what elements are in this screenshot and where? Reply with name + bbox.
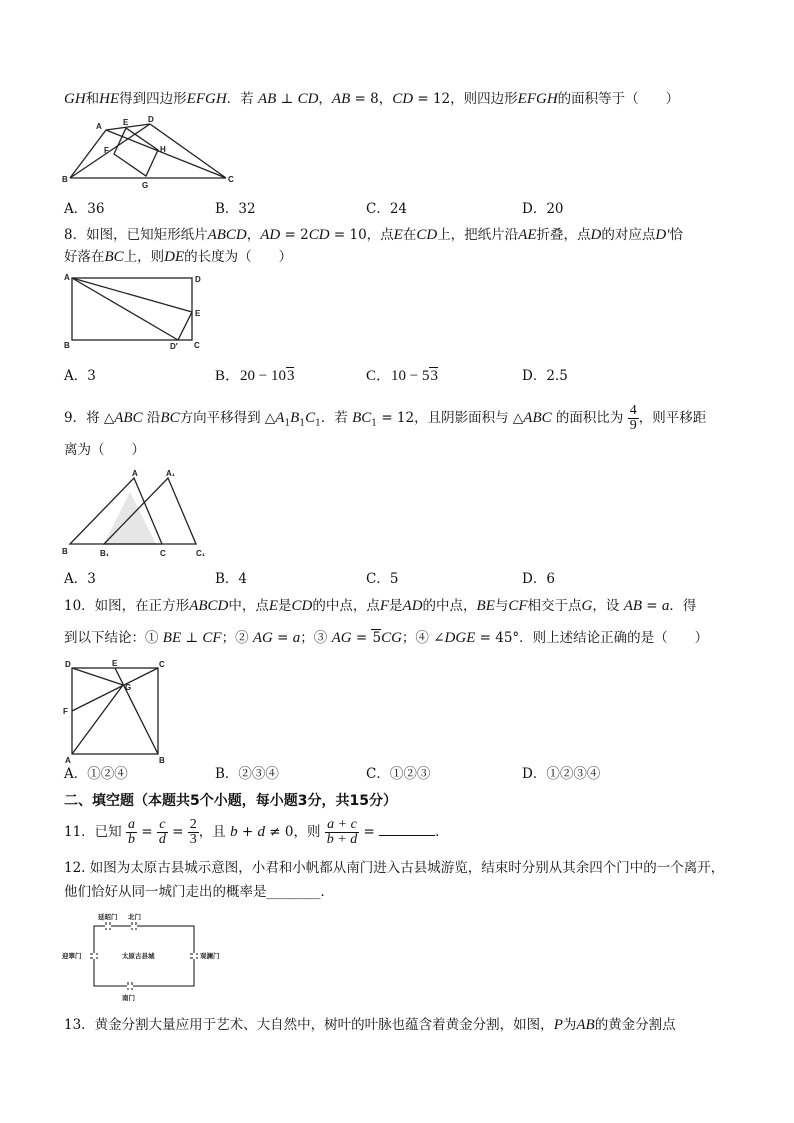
q10-label-E: E — [112, 659, 118, 668]
q8-option-d[interactable]: D．2.5 — [522, 368, 568, 384]
q10-label-F: F — [63, 707, 68, 716]
q10-label-G: G — [125, 683, 132, 692]
q7-label-A: A — [96, 122, 102, 131]
q10-option-a[interactable]: A．①②④ — [64, 766, 128, 782]
q8-label-C: C — [194, 341, 200, 350]
q7-label-D: D — [148, 115, 154, 124]
q10-stem-line1: 10．如图，在正方形ABCD中，点E是CD的中点，点F是AD的中点，BE与CF相交于点G，设 AB = a．得 — [64, 598, 697, 614]
q9-ratio-fraction: $\frac{4}{9}$ — [629, 403, 637, 433]
q8-label-E: E — [195, 309, 201, 318]
q7-option-d[interactable]: D．20 — [522, 201, 564, 217]
q10-figure — [62, 660, 170, 764]
q9-option-a[interactable]: A．3 — [64, 571, 96, 587]
q12-city-map — [60, 910, 220, 1002]
q7-label-C: C — [228, 175, 234, 184]
q10-option-d[interactable]: D．①②③④ — [522, 766, 601, 782]
q7-label-G: G — [142, 181, 149, 190]
section-title-fill-in: 二、填空题（本题共5个小题，每小题3分，共15分） — [64, 793, 397, 809]
gate-guanlan-label: 观澜门 — [200, 953, 220, 960]
q8-stem-line2: 好落在BC上，则DE的长度为（ ） — [64, 249, 293, 265]
q8-stem-line1: 8．如图，已知矩形纸片ABCD，AD = 2CD = 10，点E在CD上，把纸片沿AE折叠，点D的对应点D′恰 — [64, 227, 683, 243]
q8-label-D-prime: D′ — [170, 342, 178, 351]
q11-fraction-sum: $\frac{a + c}{b + d}$ — [326, 817, 358, 847]
q8-option-a[interactable]: A．3 — [64, 368, 96, 384]
q10-stem-line2: 到以下结论：① BE ⊥ CF；② AG = a；③ AG = 5CG；④ ∠DGE = 45°．则上述结论正确的是（ ） — [64, 630, 709, 646]
q9-stem-line1: 9．将 △ABC 沿BC方向平移得到 $\triangle A_1B_1C_1$．若 $BC_1 = 12$，且阴影面积与 △ABC 的面积比为 $\frac{4}{9}$ ，则平移距 — [64, 403, 707, 433]
q8-label-D: D — [195, 275, 201, 284]
q11-fraction-2-3: $\frac{2}{3}$ — [189, 817, 197, 847]
q9-stem-line2: 离为（ ） — [64, 442, 145, 458]
q11-fraction-c-d: $\frac{c}{d}$ — [158, 817, 166, 847]
q7-label-H: H — [160, 145, 166, 154]
city-center-label: 太原古县城 — [122, 953, 155, 960]
q10-option-b[interactable]: B．②③④ — [215, 766, 279, 782]
q7-option-b[interactable]: B．32 — [215, 201, 256, 217]
q10-label-A: A — [65, 756, 71, 765]
q7-label-F: F — [104, 146, 109, 155]
q9-label-A1: A₁ — [166, 469, 176, 478]
q11-answer-blank[interactable] — [379, 821, 435, 836]
gate-south-label: 南门 — [122, 995, 135, 1002]
q7-stem-line1: GH和HE得到四边形EFGH．若 AB ⊥ CD，AB = 8，CD = 12，则四边形EFGH的面积等于（ ） — [64, 91, 680, 107]
q7-option-c[interactable]: C．24 — [366, 201, 408, 217]
q9-label-C1: C₁ — [196, 549, 206, 558]
q10-label-C: C — [159, 660, 165, 669]
q12-stem-line2: 他们恰好从同一城门走出的概率是________． — [64, 884, 334, 900]
gate-north-label: 北门 — [128, 914, 141, 921]
q10-label-B: B — [159, 756, 165, 765]
q11-fraction-a-b: $\frac{a}{b}$ — [127, 817, 135, 847]
q9-label-B1: B₁ — [100, 549, 110, 558]
q9-label-C: C — [160, 549, 166, 558]
gate-yingcui-label: 迎翠门 — [62, 953, 82, 960]
q9-figure — [62, 468, 222, 560]
q13-stem-line1: 13．黄金分割大量应用于艺术、大自然中，树叶的叶脉也蕴含着黄金分割，如图，P为AB的黄金分割点 — [64, 1017, 676, 1033]
gate-yanzhao-label: 延昭门 — [98, 914, 118, 921]
q9-label-B: B — [62, 547, 68, 556]
q7-figure — [62, 116, 242, 192]
q7-label-E: E — [123, 118, 129, 127]
q8-label-A: A — [64, 273, 70, 282]
q12-stem-line1: 12. 如图为太原古县城示意图，小君和小帆都从南门进入古县城游览，结束时分别从其余四个门中的一个离开， — [64, 860, 725, 876]
q9-option-b[interactable]: B．4 — [215, 571, 248, 587]
q7-label-B: B — [62, 175, 68, 184]
q9-option-d[interactable]: D．6 — [522, 571, 555, 587]
q8-figure — [62, 272, 210, 350]
q8-label-B: B — [64, 341, 70, 350]
q8-option-c[interactable]: C．10 − 53 — [366, 368, 438, 384]
q10-option-c[interactable]: C．①②③ — [366, 766, 431, 782]
q11-stem: 11．已知 $\frac{a}{b}$ = $\frac{c}{d}$ = $\frac{2}{3}$ ，且 b + d ≠ 0，则 $\frac{a + c}{b + d}$ = ． — [64, 817, 449, 847]
q10-label-D: D — [65, 660, 71, 669]
q9-option-c[interactable]: C．5 — [366, 571, 399, 587]
q7-option-a[interactable]: A．36 — [64, 201, 105, 217]
q8-option-b[interactable]: B．20 − 103 — [215, 368, 295, 384]
q9-label-A: A — [132, 469, 138, 478]
